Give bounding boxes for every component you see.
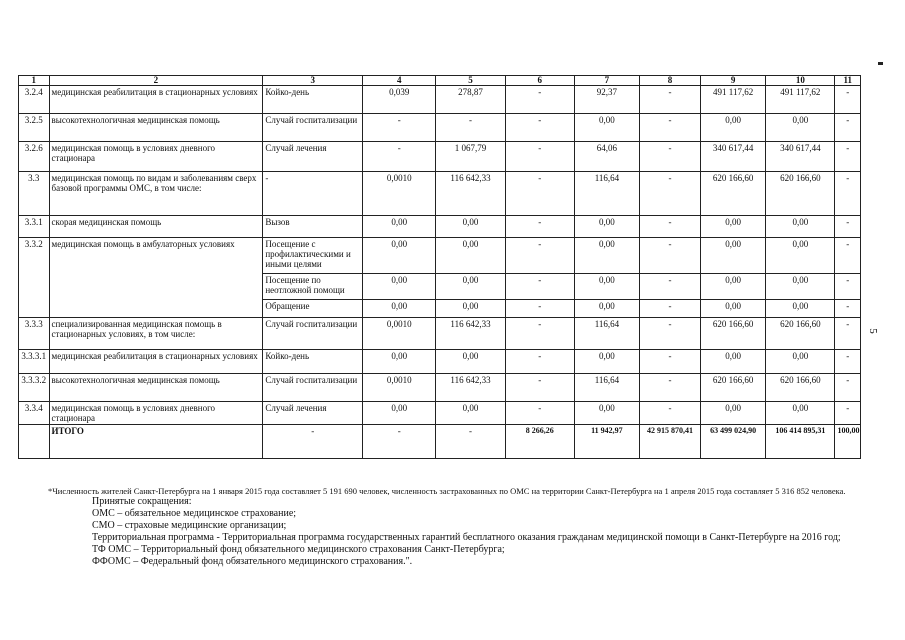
row-unit: Койко-день <box>263 86 363 114</box>
row-value: - <box>639 350 700 374</box>
row-value: 0,00 <box>436 300 505 318</box>
footnote: *Численность жителей Санкт-Петербурга на 1 января 2015 года составляет 5 191 690 человек, численность застрахованных по ОМС на территории Санкт-Петербурга на 1 апреля 2015 года составляет 5 316 852 человека. <box>48 486 846 496</box>
row-value: 0,00 <box>701 114 766 142</box>
row-value: 0,00 <box>574 402 639 425</box>
row-value: - <box>505 402 574 425</box>
row-value: 0,00 <box>574 216 639 238</box>
row-value: 0,00 <box>436 350 505 374</box>
row-value: 0,00 <box>701 350 766 374</box>
table-row <box>19 142 861 172</box>
header-cell: 8 <box>639 76 700 86</box>
row-value: 0,0010 <box>363 172 436 216</box>
row-value: - <box>505 300 574 318</box>
row-value: 116 642,33 <box>436 172 505 216</box>
total-value: 63 499 024,90 <box>701 425 766 459</box>
row-value: 620 166,60 <box>766 172 835 216</box>
row-value: 0,00 <box>363 216 436 238</box>
row-value: 0,00 <box>766 300 835 318</box>
row-value: 620 166,60 <box>701 318 766 350</box>
row-code: 3.2.5 <box>19 114 50 142</box>
row-value: 0,00 <box>766 274 835 300</box>
header-cell: 1 <box>19 76 50 86</box>
header-cell: 6 <box>505 76 574 86</box>
row-value: - <box>505 350 574 374</box>
header-cell: 10 <box>766 76 835 86</box>
table-row <box>19 86 861 114</box>
row-value: 92,37 <box>574 86 639 114</box>
table-row <box>19 350 861 374</box>
row-value: 0,00 <box>701 300 766 318</box>
row-value: 0,00 <box>574 238 639 274</box>
abbr-oms: ОМС – обязательное медицинское страхование; <box>92 508 297 519</box>
row-name: медицинская помощь в условиях дневного стационара <box>49 402 263 425</box>
row-unit: Случай госпитализации <box>263 114 363 142</box>
row-value: 0,00 <box>701 216 766 238</box>
total-value: - <box>436 425 505 459</box>
row-value: - <box>505 216 574 238</box>
row-value: - <box>639 172 700 216</box>
row-code: 3.3.1 <box>19 216 50 238</box>
row-value: - <box>639 216 700 238</box>
row-share: - <box>835 274 861 300</box>
row-value: - <box>639 142 700 172</box>
row-value: - <box>505 274 574 300</box>
row-value: 0,0010 <box>363 318 436 350</box>
row-value: 1 067,79 <box>436 142 505 172</box>
row-value: 116,64 <box>574 318 639 350</box>
row-value: - <box>639 238 700 274</box>
row-code: 3.2.4 <box>19 86 50 114</box>
table-row <box>19 402 861 425</box>
row-code: 3.3.4 <box>19 402 50 425</box>
row-value: 278,87 <box>436 86 505 114</box>
table-row <box>19 318 861 350</box>
row-value: 620 166,60 <box>766 374 835 402</box>
row-unit: Случай госпитализации <box>263 318 363 350</box>
row-value: - <box>505 374 574 402</box>
row-value: - <box>505 142 574 172</box>
row-value: 0,00 <box>574 274 639 300</box>
header-cell: 11 <box>835 76 861 86</box>
total-value: 11 942,97 <box>574 425 639 459</box>
table-row <box>19 114 861 142</box>
row-name: медицинская помощь в условиях дневного стационара <box>49 142 263 172</box>
row-value: 491 117,62 <box>701 86 766 114</box>
table-row <box>19 374 861 402</box>
row-code: 3.3.3 <box>19 318 50 350</box>
total-value: 42 915 870,41 <box>639 425 700 459</box>
row-value: 620 166,60 <box>766 318 835 350</box>
row-name: специализированная медицинская помощь в стационарных условиях, в том числе: <box>49 318 263 350</box>
row-value: 0,00 <box>574 350 639 374</box>
header-cell: 5 <box>436 76 505 86</box>
row-value: - <box>639 402 700 425</box>
row-value: 0,00 <box>766 402 835 425</box>
row-value: 491 117,62 <box>766 86 835 114</box>
header-cell: 7 <box>574 76 639 86</box>
table-row <box>19 238 861 274</box>
row-value: 0,00 <box>701 274 766 300</box>
total-unit: - <box>263 425 363 459</box>
row-value: 0,00 <box>766 238 835 274</box>
total-value: - <box>363 425 436 459</box>
row-value: - <box>639 318 700 350</box>
row-value: 620 166,60 <box>701 172 766 216</box>
row-value: - <box>639 114 700 142</box>
row-unit: Посещение по неотложной помощи <box>263 274 363 300</box>
abbr-ffoms: ФФОМС – Федеральный фонд обязательного медицинского страхования.". <box>92 556 413 567</box>
abbr-territorial-program: Территориальная программа - Территориальная программа государственных гарантий бесплатного оказания гражданам медицинской помощи в Санкт-Петербурге на 2016 год; <box>92 532 841 543</box>
row-code: 3.3.3.2 <box>19 374 50 402</box>
abbreviations-title: Принятые сокращения: <box>92 496 192 507</box>
row-name: скорая медицинская помощь <box>49 216 263 238</box>
table-row <box>19 216 861 238</box>
row-share: - <box>835 114 861 142</box>
row-value: 0,00 <box>436 274 505 300</box>
row-name: медицинская помощь в амбулаторных условиях <box>49 238 263 318</box>
row-value: - <box>363 142 436 172</box>
row-unit: Посещение с профилактическими и иными целями <box>263 238 363 274</box>
header-cell: 3 <box>263 76 363 86</box>
row-value: 620 166,60 <box>701 374 766 402</box>
row-value: 0,00 <box>766 114 835 142</box>
total-code <box>19 425 50 459</box>
header-cell: 2 <box>49 76 263 86</box>
row-share: - <box>835 402 861 425</box>
row-value: 0,00 <box>363 402 436 425</box>
row-value: - <box>505 238 574 274</box>
row-value: - <box>363 114 436 142</box>
row-value: 0,00 <box>766 350 835 374</box>
row-value: 340 617,44 <box>701 142 766 172</box>
row-value: - <box>436 114 505 142</box>
total-row <box>19 425 861 459</box>
row-share: - <box>835 318 861 350</box>
row-unit: - <box>263 172 363 216</box>
row-share: - <box>835 86 861 114</box>
row-value: 0,0010 <box>363 374 436 402</box>
abbr-tfoms: ТФ ОМС – Территориальный фонд обязательного медицинского страхования Санкт-Петербурга; <box>92 544 505 555</box>
table-row <box>19 172 861 216</box>
total-value: 8 266,26 <box>505 425 574 459</box>
row-value: 0,00 <box>436 216 505 238</box>
row-value: - <box>505 318 574 350</box>
row-value: 64,06 <box>574 142 639 172</box>
row-value: 0,00 <box>766 216 835 238</box>
row-value: 0,00 <box>574 300 639 318</box>
abbr-smo: СМО – страховые медицинские организации; <box>92 520 287 531</box>
row-unit: Обращение <box>263 300 363 318</box>
row-code: 3.3 <box>19 172 50 216</box>
row-unit: Вызов <box>263 216 363 238</box>
row-value: - <box>639 300 700 318</box>
row-value: - <box>505 114 574 142</box>
row-share: - <box>835 142 861 172</box>
row-share: - <box>835 216 861 238</box>
row-value: 116,64 <box>574 172 639 216</box>
row-value: - <box>639 274 700 300</box>
row-value: 0,00 <box>574 114 639 142</box>
row-value: 0,00 <box>363 350 436 374</box>
row-share: - <box>835 300 861 318</box>
row-name: медицинская реабилитация в стационарных условиях <box>49 86 263 114</box>
row-value: 340 617,44 <box>766 142 835 172</box>
row-code: 3.3.3.1 <box>19 350 50 374</box>
row-name: медицинская реабилитация в стационарных условиях <box>49 350 263 374</box>
header-cell: 4 <box>363 76 436 86</box>
row-share: - <box>835 374 861 402</box>
financing-table <box>18 75 861 459</box>
total-value: 100,00 <box>835 425 861 459</box>
row-value: 0,00 <box>363 274 436 300</box>
row-value: 0,00 <box>436 238 505 274</box>
row-code: 3.3.2 <box>19 238 50 318</box>
row-unit: Случай лечения <box>263 142 363 172</box>
row-value: - <box>505 86 574 114</box>
row-value: 0,039 <box>363 86 436 114</box>
row-value: 0,00 <box>363 238 436 274</box>
page-number: 5 <box>866 328 879 334</box>
row-value: 116,64 <box>574 374 639 402</box>
row-share: - <box>835 350 861 374</box>
row-value: 0,00 <box>701 402 766 425</box>
row-value: 116 642,33 <box>436 318 505 350</box>
notes-block <box>48 486 872 568</box>
row-share: - <box>835 172 861 216</box>
total-label: ИТОГО <box>49 425 263 459</box>
row-value: 0,00 <box>363 300 436 318</box>
row-name: высокотехнологичная медицинская помощь <box>49 114 263 142</box>
row-name: высокотехнологичная медицинская помощь <box>49 374 263 402</box>
row-value: 116 642,33 <box>436 374 505 402</box>
row-unit: Случай госпитализации <box>263 374 363 402</box>
row-value: 0,00 <box>436 402 505 425</box>
total-value: 106 414 895,31 <box>766 425 835 459</box>
row-code: 3.2.6 <box>19 142 50 172</box>
header-row <box>19 76 861 86</box>
scan-mark <box>878 62 883 65</box>
row-value: - <box>639 374 700 402</box>
row-value: 0,00 <box>701 238 766 274</box>
header-cell: 9 <box>701 76 766 86</box>
row-share: - <box>835 238 861 274</box>
row-unit: Койко-день <box>263 350 363 374</box>
row-name: медицинская помощь по видам и заболеваниям сверх базовой программы ОМС, в том числе: <box>49 172 263 216</box>
row-value: - <box>505 172 574 216</box>
row-unit: Случай лечения <box>263 402 363 425</box>
row-value: - <box>639 86 700 114</box>
